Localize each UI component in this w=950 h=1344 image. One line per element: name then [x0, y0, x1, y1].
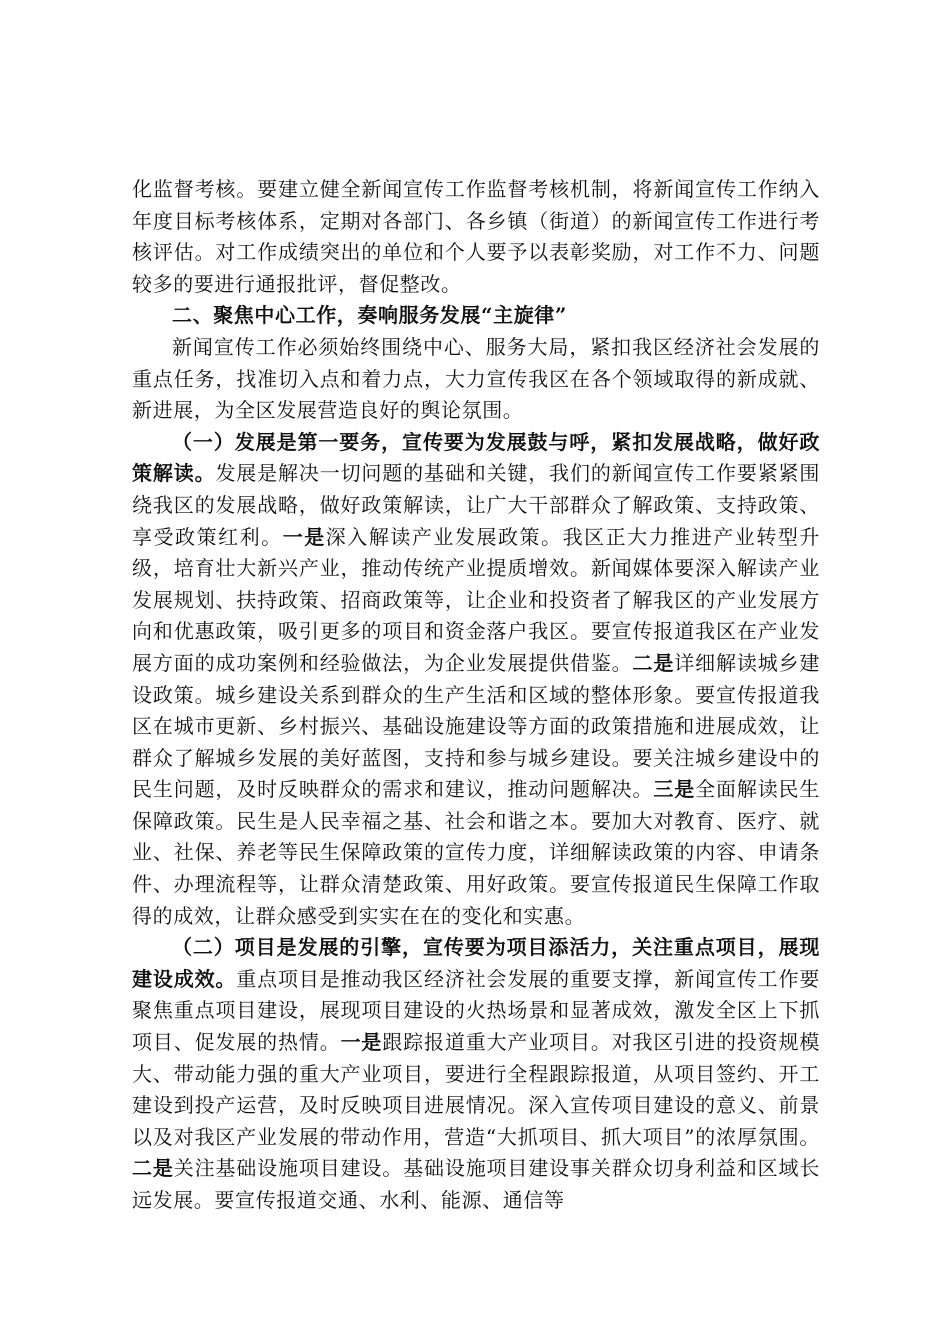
subsection-1-marker-3: 三是 — [653, 777, 696, 802]
subsection-2-intro: 重点项目是推动我区经济社会发展的重要支撑，新闻宣传工作要聚焦重点项目建设，展现项目建设的火热场景和显著成效，激发全区上下抓项目、促发展的热情。 — [132, 966, 820, 1055]
subsection-2-marker-2: 二是 — [132, 1156, 174, 1181]
subsection-1-point-1: 深入解读产业发展政策。我区正大力推进产业转型升级，培育壮大新兴产业，推动传统产业提质增效。新闻媒体要深入解读产业发展规划、扶持政策、招商政策等，让企业和投资者了解我区的产业发展方向和优惠政策，吸引更多的项目和资金落户我区。要宣传报道我区在产业发展方面的成功案例和经验做法，为企业发展提供借鉴。 — [132, 524, 820, 675]
subsection-2-paragraph — [132, 932, 820, 1216]
subsection-1-intro: 发展是解决一切问题的基础和关键，我们的新闻宣传工作要紧紧围绕我区的发展战略，做好政策解读，让广大干部群众了解政策、支持政策、享受政策红利。 — [132, 461, 821, 549]
paragraph-supervision: 化监督考核。要建立健全新闻宣传工作监督考核机制，将新闻宣传工作纳入年度目标考核体系，定期对各部门、各乡镇（街道）的新闻宣传工作进行考核评估。对工作成绩突出的单位和个人要予以表彰奖励，对工作不力、问题较多的要进行通报批评，督促整改。 — [132, 177, 820, 296]
document-page — [132, 174, 820, 1217]
subsection-2-marker-1: 一是 — [340, 1030, 383, 1055]
subsection-2-point-1: 跟踪报道重大产业项目。对我区引进的投资规模大、带动能力强的重大产业项目，要进行全程跟踪报道，从项目签约、开工建设到投产运营，及时反映项目进展情况。深入宣传项目建设的意义、前景以及对我区产业发展的带动作用，营造“大抓项目、抓大项目”的浓厚氛围。 — [132, 1030, 820, 1149]
paragraph-intro: 新闻宣传工作必须始终围绕中心、服务大局，紧扣我区经济社会发展的重点任务，找准切入点和着力点，大力宣传我区在各个领域取得的新成就、新进展，为全区发展营造良好的舆论氛围。 — [132, 334, 820, 423]
subsection-1-point-3: 全面解读民生保障政策。民生是人民幸福之基、社会和谐之本。要加大对教育、医疗、就业、社保、养老等民生保障政策的宣传力度，详细解读政策的内容、申请条件、办理流程等，让群众清楚政策、用好政策。要宣传报道民生保障工作取得的成效，让群众感受到实实在在的变化和实惠。 — [132, 777, 821, 928]
subsection-1-title: （一）发展是第一要务，宣传要为发展鼓与呼，紧扣发展战略，做好政策解读。 — [132, 429, 820, 486]
subsection-1-marker-2: 二是 — [632, 650, 675, 675]
section-heading-2: 二、聚焦中心工作，奏响服务发展“主旋律” — [172, 303, 568, 328]
subsection-2-point-2: 关注基础设施项目建设。基础设施项目建设事关群众切身利益和区域长远发展。要宣传报道交通、水利、能源、通信等 — [132, 1156, 820, 1212]
subsection-1-paragraph — [132, 427, 820, 933]
subsection-2-title: （二）项目是发展的引擎，宣传要为项目添活力，关注重点项目，展现建设成效。 — [132, 935, 820, 991]
subsection-1-point-2: 详细解读城乡建设政策。城乡建设关系到群众的生产生活和区域的整体形象。要宣传报道我区在城市更新、乡村振兴、基础设施建设等方面的政策措施和进展成效，让群众了解城乡发展的美好蓝图，支持和参与城乡建设。要关注城乡建设中的民生问题，及时反映群众的需求和建议，推动问题解决。 — [132, 650, 821, 802]
subsection-1-marker-1: 一是 — [282, 524, 326, 549]
